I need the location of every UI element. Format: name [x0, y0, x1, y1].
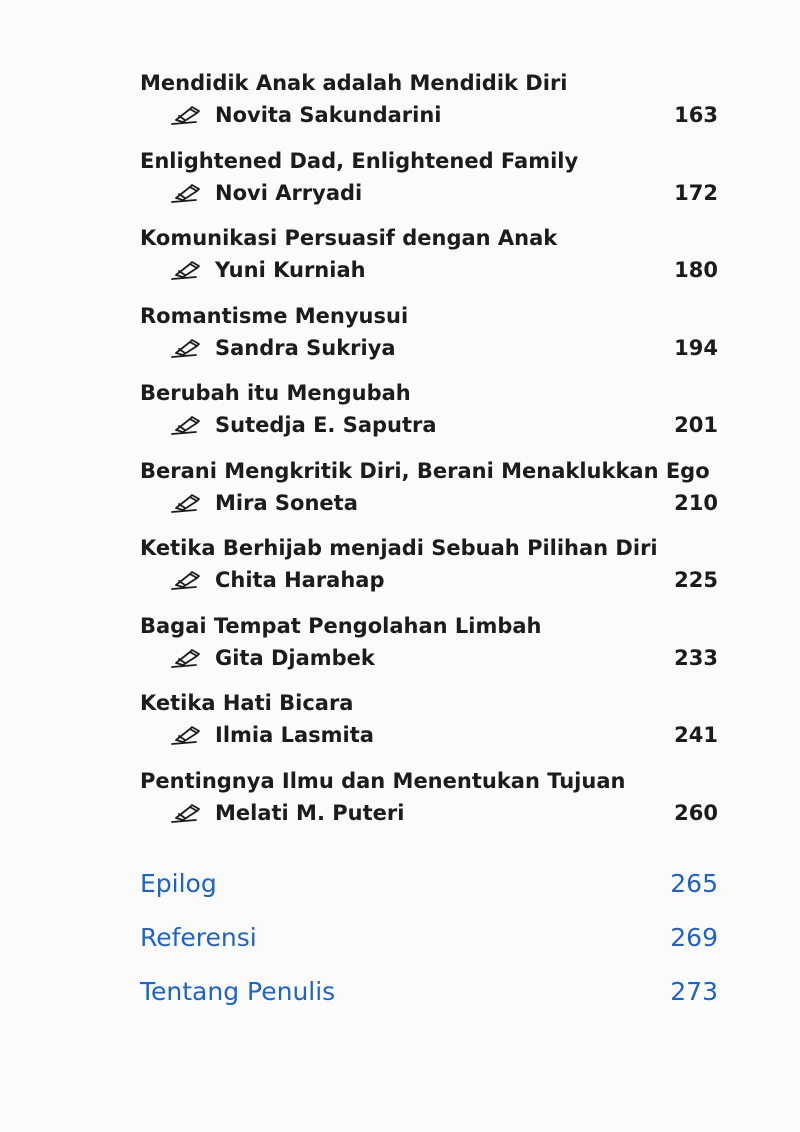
entry-author-row — [170, 722, 720, 750]
toc-entry — [140, 458, 720, 530]
toc-entry — [140, 768, 720, 840]
entry-page-number: 233 — [674, 645, 718, 670]
pen-writing-icon — [170, 416, 204, 436]
entry-title: Berani Mengkritik Diri, Berani Menaklukkan Ego — [140, 458, 710, 483]
toc-entry — [140, 690, 720, 762]
entry-author-row — [170, 412, 720, 440]
toc-entry — [140, 70, 720, 142]
toc-entry — [140, 380, 720, 452]
back-matter-title: Tentang Penulis — [140, 977, 336, 1006]
entry-author-row — [170, 257, 720, 285]
pen-writing-icon — [170, 339, 204, 359]
entry-title: Ketika Hati Bicara — [140, 691, 354, 715]
entry-author-row — [170, 645, 720, 673]
entry-author: Gita Djambek — [215, 645, 375, 670]
back-matter-title: Epilog — [140, 869, 217, 898]
entry-author: Chita Harahap — [215, 568, 385, 592]
pen-writing-icon — [170, 106, 204, 126]
toc-entry — [140, 303, 720, 375]
entry-author: Sandra Sukriya — [215, 335, 396, 360]
entry-page-number: 241 — [674, 723, 718, 747]
pen-writing-icon — [170, 649, 204, 669]
entry-page-number: 163 — [674, 103, 718, 127]
entry-page-number: 194 — [674, 335, 718, 360]
entry-author: Novi Arryadi — [215, 180, 363, 205]
entry-page-number: 180 — [674, 258, 718, 282]
toc-entry — [140, 225, 720, 297]
entry-title: Berubah itu Mengubah — [140, 381, 411, 405]
entry-author: Yuni Kurniah — [215, 258, 366, 282]
entry-page-number: 172 — [674, 180, 718, 205]
toc-back-matter-referensi — [140, 922, 720, 956]
back-matter-page-number: 269 — [670, 923, 718, 952]
pen-writing-icon — [170, 571, 204, 591]
entry-page-number: 260 — [674, 800, 718, 825]
entry-title: Bagai Tempat Pengolahan Limbah — [140, 613, 542, 638]
entry-author-row — [170, 335, 720, 363]
entry-author: Melati M. Puteri — [215, 800, 405, 825]
entry-title: Pentingnya Ilmu dan Menentukan Tujuan — [140, 768, 626, 793]
back-matter-title: Referensi — [140, 923, 257, 952]
entry-title: Komunikasi Persuasif dengan Anak — [140, 226, 558, 250]
entry-author: Ilmia Lasmita — [215, 723, 374, 747]
entry-author-row — [170, 567, 720, 595]
pen-writing-icon — [170, 184, 204, 204]
back-matter-page-number: 273 — [670, 977, 718, 1006]
pen-writing-icon — [170, 726, 204, 746]
toc-back-matter-epilog — [140, 868, 720, 902]
entry-author-row — [170, 180, 720, 208]
entry-author-row — [170, 102, 720, 130]
entry-page-number: 210 — [674, 490, 718, 515]
entry-title: Ketika Berhijab menjadi Sebuah Pilihan Diri — [140, 536, 658, 560]
entry-page-number: 201 — [674, 413, 718, 437]
pen-writing-icon — [170, 494, 204, 514]
entry-page-number: 225 — [674, 568, 718, 592]
toc-entry — [140, 148, 720, 220]
entry-author: Mira Soneta — [215, 490, 358, 515]
toc-entry — [140, 535, 720, 607]
toc-back-matter-tentang-penulis — [140, 976, 720, 1010]
entry-author-row — [170, 490, 720, 518]
pen-writing-icon — [170, 804, 204, 824]
entry-title: Enlightened Dad, Enlightened Family — [140, 148, 579, 173]
toc-entry — [140, 613, 720, 685]
entry-title: Mendidik Anak adalah Mendidik Diri — [140, 71, 568, 95]
back-matter-page-number: 265 — [670, 869, 718, 898]
pen-writing-icon — [170, 261, 204, 281]
entry-title: Romantisme Menyusui — [140, 303, 409, 328]
entry-author: Sutedja E. Saputra — [215, 413, 437, 437]
entry-author: Novita Sakundarini — [215, 103, 442, 127]
entry-author-row — [170, 800, 720, 828]
